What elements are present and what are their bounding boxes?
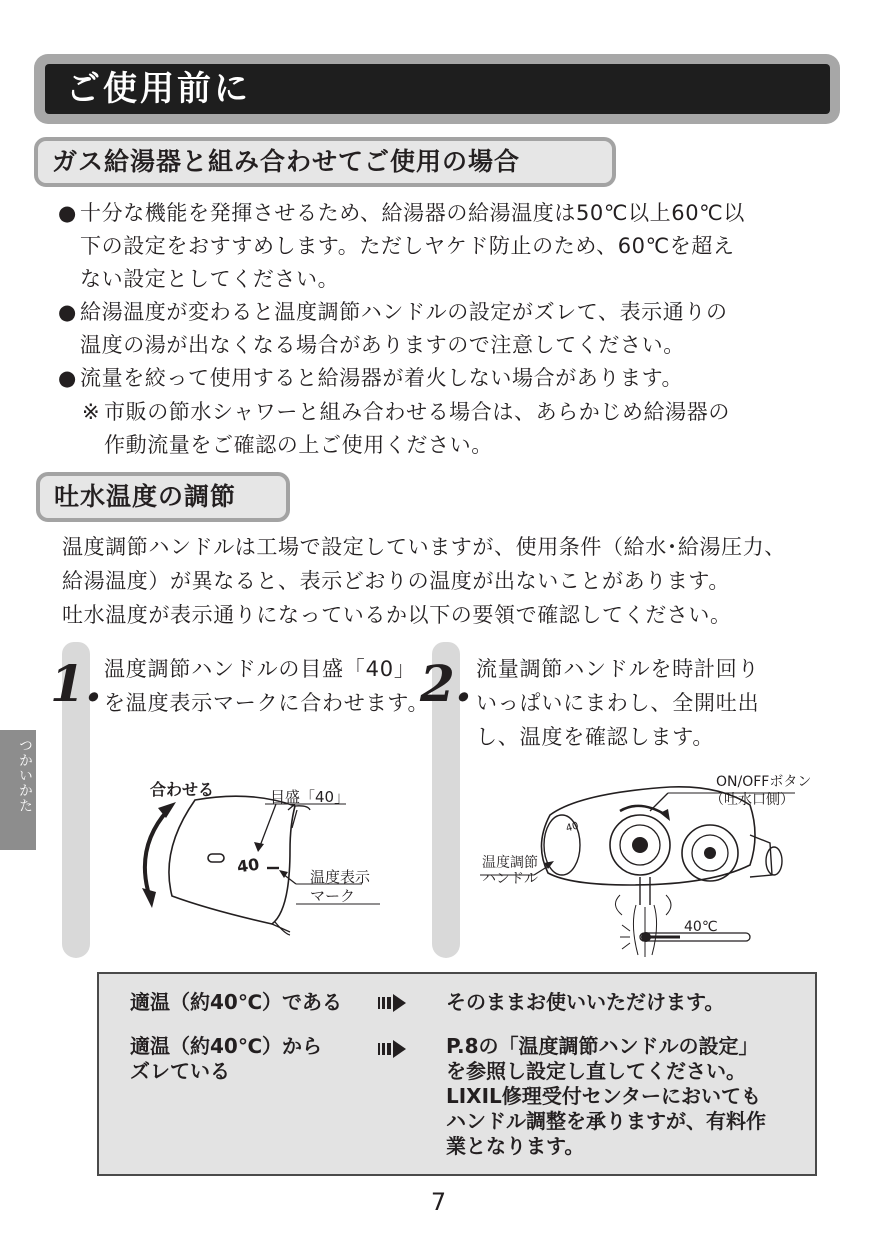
- step2-line-1: 流量調節ハンドルを時計回り: [476, 657, 760, 681]
- step1-number: 1.: [50, 654, 103, 713]
- step2-dial-value: 40: [564, 820, 580, 835]
- result-2-condition-2: ズレている: [130, 1059, 230, 1083]
- arrow-right-icon: [378, 1036, 412, 1062]
- step1-line-2: を温度表示マークに合わせます。: [104, 691, 430, 715]
- step2-number: 2.: [420, 654, 473, 713]
- result-2-action-1: P.8の「温度調節ハンドルの設定」: [446, 1034, 759, 1058]
- step1-line-1: 温度調節ハンドルの目盛「40」: [104, 657, 416, 681]
- mark-label-2: マーク: [310, 887, 356, 905]
- bullet-marker: ●: [58, 300, 77, 324]
- bullet-2-line-2: 温度の湯が出なくなる場合がありますので注意してください。: [80, 333, 685, 357]
- section2-line-3: 吐水温度が表示通りになっているか以下の要領で確認してください。: [62, 603, 732, 627]
- note-line-2: 作動流量をご確認の上ご使用ください。: [104, 433, 493, 457]
- bullet-2-line-1: 給湯温度が変わると温度調節ハンドルの設定がズレて、表示通りの: [80, 300, 728, 324]
- handle-label-1: 温度調節: [482, 855, 538, 871]
- result-2-action-5: 業となります。: [446, 1134, 585, 1158]
- bullet-marker: ●: [58, 366, 77, 390]
- result-2-action-3: LIXIL修理受付センターにおいても: [446, 1084, 761, 1108]
- main-title: ご使用前に: [66, 69, 251, 109]
- rotate-label: 合わせる: [150, 780, 215, 799]
- note-marker: ※: [82, 400, 101, 424]
- on-off-button-sub: （吐水口側）: [710, 792, 794, 808]
- result-2-action-4: ハンドル調整を承りますが、有料作: [446, 1109, 766, 1133]
- section2-line-1: 温度調節ハンドルは工場で設定していますが、使用条件（給水･給湯圧力、: [62, 535, 786, 559]
- step2-line-2: いっぱいにまわし、全開吐出: [476, 691, 760, 715]
- handle-label-2: ハンドル: [482, 871, 538, 887]
- on-off-button-label: ON/OFFボタン: [716, 774, 812, 790]
- section1-heading: ガス給湯器と組み合わせてご使用の場合: [52, 147, 521, 176]
- result-1-action: そのままお使いいただけます。: [446, 990, 725, 1014]
- thermometer-label: 40℃: [684, 919, 718, 935]
- dial-value: 40: [235, 854, 261, 877]
- step2-line-3: し、温度を確認します。: [476, 725, 715, 749]
- bullet-marker: ●: [58, 201, 77, 225]
- page-number: 7: [430, 1188, 447, 1216]
- section2-line-2: 給湯温度）が異なると、表示どおりの温度が出ないことがあります。: [62, 569, 730, 593]
- bullet-1-line-1: 十分な機能を発揮させるため、給湯器の給湯温度は50℃以上60℃以: [80, 201, 745, 225]
- bullet-1-line-3: ない設定としてください。: [80, 267, 340, 291]
- note-line-1: 市販の節水シャワーと組み合わせる場合は、あらかじめ給湯器の: [104, 400, 730, 424]
- bullet-3-line-1: 流量を絞って使用すると給湯器が着火しない場合があります。: [80, 366, 684, 390]
- result-1-condition: 適温（約40℃）である: [130, 990, 343, 1014]
- scale-label: 目盛「40」: [270, 788, 350, 806]
- section2-heading: 吐水温度の調節: [54, 482, 237, 511]
- result-2-condition-1: 適温（約40℃）から: [130, 1034, 323, 1058]
- side-tab-label: つかいかた: [17, 738, 33, 813]
- arrow-right-icon: [378, 990, 412, 1016]
- mark-label-1: 温度表示: [310, 868, 371, 886]
- bullet-1-line-2: 下の設定をおすすめします。ただしヤケド防止のため、60℃を超え: [80, 234, 735, 258]
- result-2-action-2: を参照し設定し直してください。: [446, 1059, 746, 1083]
